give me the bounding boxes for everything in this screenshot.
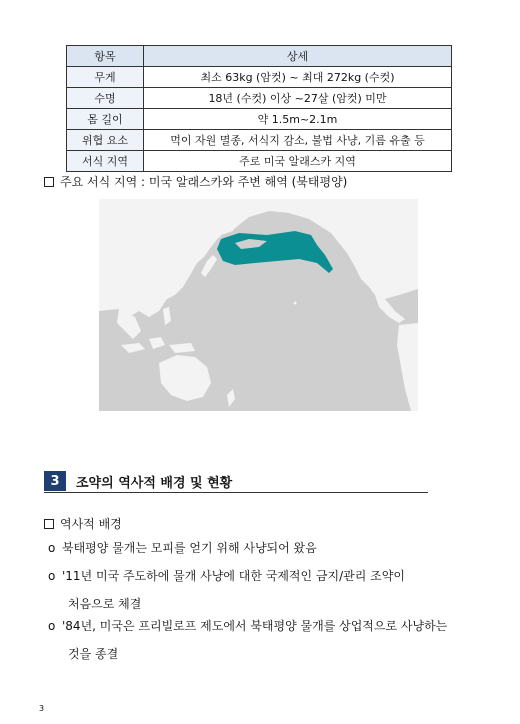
world-map-icon <box>99 199 418 411</box>
bullet-text: '84년, 미국은 프리빌로프 제도에서 북태평양 물개를 상업적으로 사냥하는 <box>62 619 448 633</box>
history-heading-text: 역사적 배경 <box>60 517 122 531</box>
list-item <box>48 565 405 587</box>
habitat-map <box>99 199 418 411</box>
habitat-heading <box>44 173 347 190</box>
list-item <box>48 615 447 637</box>
row-label: 몸 길이 <box>67 109 144 130</box>
info-table <box>66 45 452 172</box>
row-label: 위협 요소 <box>67 130 144 151</box>
row-value: 최소 63kg (암컷) ~ 최대 272kg (수컷) <box>144 67 452 88</box>
row-value: 약 1.5m~2.1m <box>144 109 452 130</box>
table-row <box>67 109 452 130</box>
habitat-heading-text: 주요 서식 지역 : 미국 알래스카와 주변 해역 (북태평양) <box>60 175 348 189</box>
history-heading <box>44 515 122 532</box>
page-number: 3 <box>39 704 45 713</box>
table-row <box>67 88 452 109</box>
row-label: 서식 지역 <box>67 151 144 172</box>
table-row <box>67 67 452 88</box>
hawaii <box>294 302 297 305</box>
row-value: 주로 미국 알래스카 지역 <box>144 151 452 172</box>
bullet-text: 북태평양 물개는 모피를 얻기 위해 사냥되어 왔음 <box>62 541 317 555</box>
table-header-row <box>67 46 452 67</box>
list-item <box>48 537 317 559</box>
table-row <box>67 151 452 172</box>
header-item: 항목 <box>67 46 144 67</box>
row-value: 먹이 자원 멸종, 서식지 감소, 불법 사냥, 기름 유출 등 <box>144 130 452 151</box>
row-value: 18년 (수컷) 이상 ~27살 (암컷) 미만 <box>144 88 452 109</box>
section-title: 조약의 역사적 배경 및 현황 <box>76 475 233 491</box>
bullet-marker: o <box>48 541 56 555</box>
row-label: 무게 <box>67 67 144 88</box>
bullet-marker: o <box>48 569 56 583</box>
section-number: 3 <box>44 471 66 491</box>
table-row <box>67 130 452 151</box>
bullet-text: '11년 미국 주도하에 물개 사냥에 대한 국제적인 금지/관리 조약이 <box>62 569 405 583</box>
bullet-continuation: 처음으로 체결 <box>68 597 142 611</box>
header-detail: 상세 <box>144 46 452 67</box>
square-bullet-icon <box>44 177 54 187</box>
row-label: 수명 <box>67 88 144 109</box>
square-bullet-icon <box>44 519 54 529</box>
section-header <box>44 470 428 493</box>
bullet-marker: o <box>48 619 56 633</box>
bullet-continuation: 것을 종결 <box>68 647 119 661</box>
